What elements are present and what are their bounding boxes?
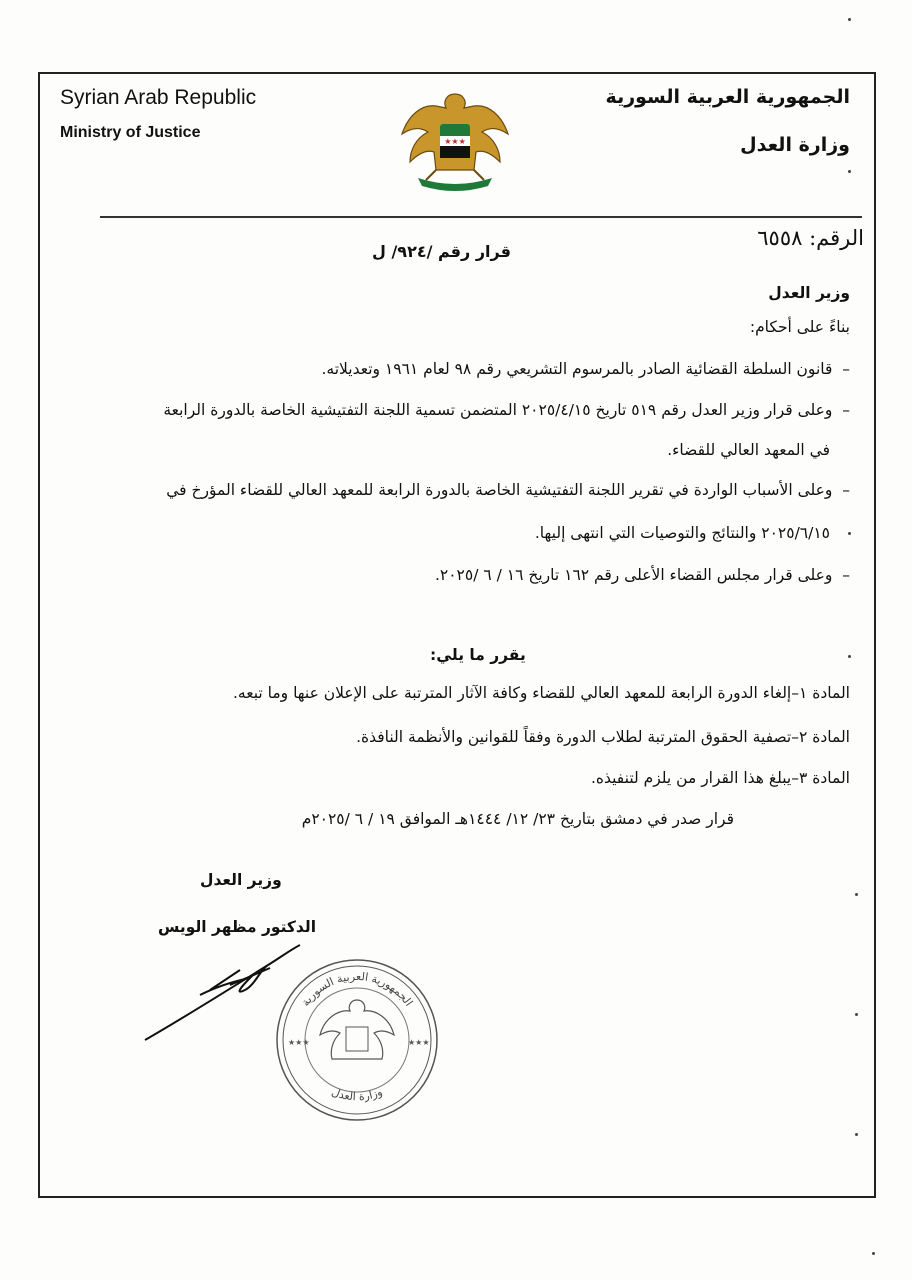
dash: –: [842, 481, 850, 499]
header-divider: [100, 216, 862, 218]
addressee: وزير العدل: [768, 284, 850, 302]
handwritten-reference-number: الرقم: ٦٥٥٨: [757, 226, 864, 250]
svg-text:وزارة العدل: [330, 1085, 384, 1103]
dash: –: [842, 566, 850, 584]
scan-speck: [855, 1133, 858, 1136]
stamp-bottom-text: وزارة العدل: [329, 1085, 385, 1104]
legal-basis-item: [321, 360, 850, 378]
article-2: المادة ٢–تصفية الحقوق المترتبة لطلاب الدورة وفقاً للقوانين والأنظمة النافذة.: [356, 728, 850, 746]
arabic-ministry-title: وزارة العدل: [740, 134, 850, 156]
legal-basis-item: [166, 481, 850, 499]
english-ministry-title: Ministry of Justice: [60, 124, 201, 141]
legal-basis-item: [435, 566, 850, 584]
svg-text:الجمهورية العربية السورية: [299, 970, 415, 1009]
dash: –: [842, 360, 850, 378]
item-text: وعلى الأسباب الواردة في تقرير اللجنة التفتيشية الخاصة بالدورة الرابعة للمعهد العالي للقضاء المؤرخ في: [166, 481, 833, 499]
svg-text:★★★: ★★★: [408, 1038, 430, 1047]
item-text: وعلى قرار وزير العدل رقم ٥١٩ تاريخ ٢٠٢٥/٤/١٥ المتضمن تسمية اللجنة التفتيشية الخاصة بالدورة الرابعة: [163, 401, 833, 419]
syrian-eagle-emblem-icon: [396, 86, 514, 196]
item-text: وعلى قرار مجلس القضاء الأعلى رقم ١٦٢ تاريخ ١٦ / ٦ /٢٠٢٥.: [434, 566, 833, 584]
article-3: المادة ٣–يبلغ هذا القرار من يلزم لتنفيذه.: [590, 769, 850, 787]
legal-basis-item: [163, 401, 850, 419]
scan-speck: [855, 1013, 858, 1016]
stamp-top-text: الجمهورية العربية السورية: [298, 969, 416, 1009]
svg-text:★★★: ★★★: [444, 137, 466, 146]
decides-heading: يقرر ما يلي:: [430, 646, 526, 664]
english-country-title: Syrian Arab Republic: [60, 86, 257, 109]
signatory-name: الدكتور مظهر الويس: [158, 918, 317, 936]
scan-speck: [855, 893, 858, 896]
dash: –: [842, 401, 850, 419]
scan-speck: [848, 18, 851, 21]
svg-text:★★★: ★★★: [288, 1038, 310, 1047]
issuance-date: قرار صدر في دمشق بتاريخ ٢٣/ ١٢/ ١٤٤٤هـ الموافق ١٩ / ٦ /٢٠٢٥م: [301, 810, 734, 828]
item-text: قانون السلطة القضائية الصادر بالمرسوم التشريعي رقم ٩٨ لعام ١٩٦١ وتعديلاته.: [321, 360, 833, 378]
arabic-country-title: الجمهورية العربية السورية: [605, 86, 850, 108]
official-stamp-icon: [272, 955, 442, 1125]
legal-basis-item-continuation: في المعهد العالي للقضاء.: [667, 441, 830, 459]
scan-speck: [872, 1252, 875, 1255]
scan-speck: [848, 655, 851, 658]
article-1: المادة ١–إلغاء الدورة الرابعة للمعهد العالي للقضاء وكافة الآثار المترتبة على الإعلان عنها وما تبعه.: [233, 684, 850, 702]
signatory-title: وزير العدل: [200, 871, 282, 889]
decision-number: قرار رقم /٩٢٤/ ل: [372, 242, 511, 261]
legal-basis-item-continuation: ٢٠٢٥/٦/١٥ والنتائج والتوصيات التي انتهى إليها.: [534, 524, 830, 542]
preamble: بناءً على أحكام:: [749, 318, 850, 336]
scan-speck: [848, 170, 851, 173]
scan-speck: [848, 532, 851, 535]
